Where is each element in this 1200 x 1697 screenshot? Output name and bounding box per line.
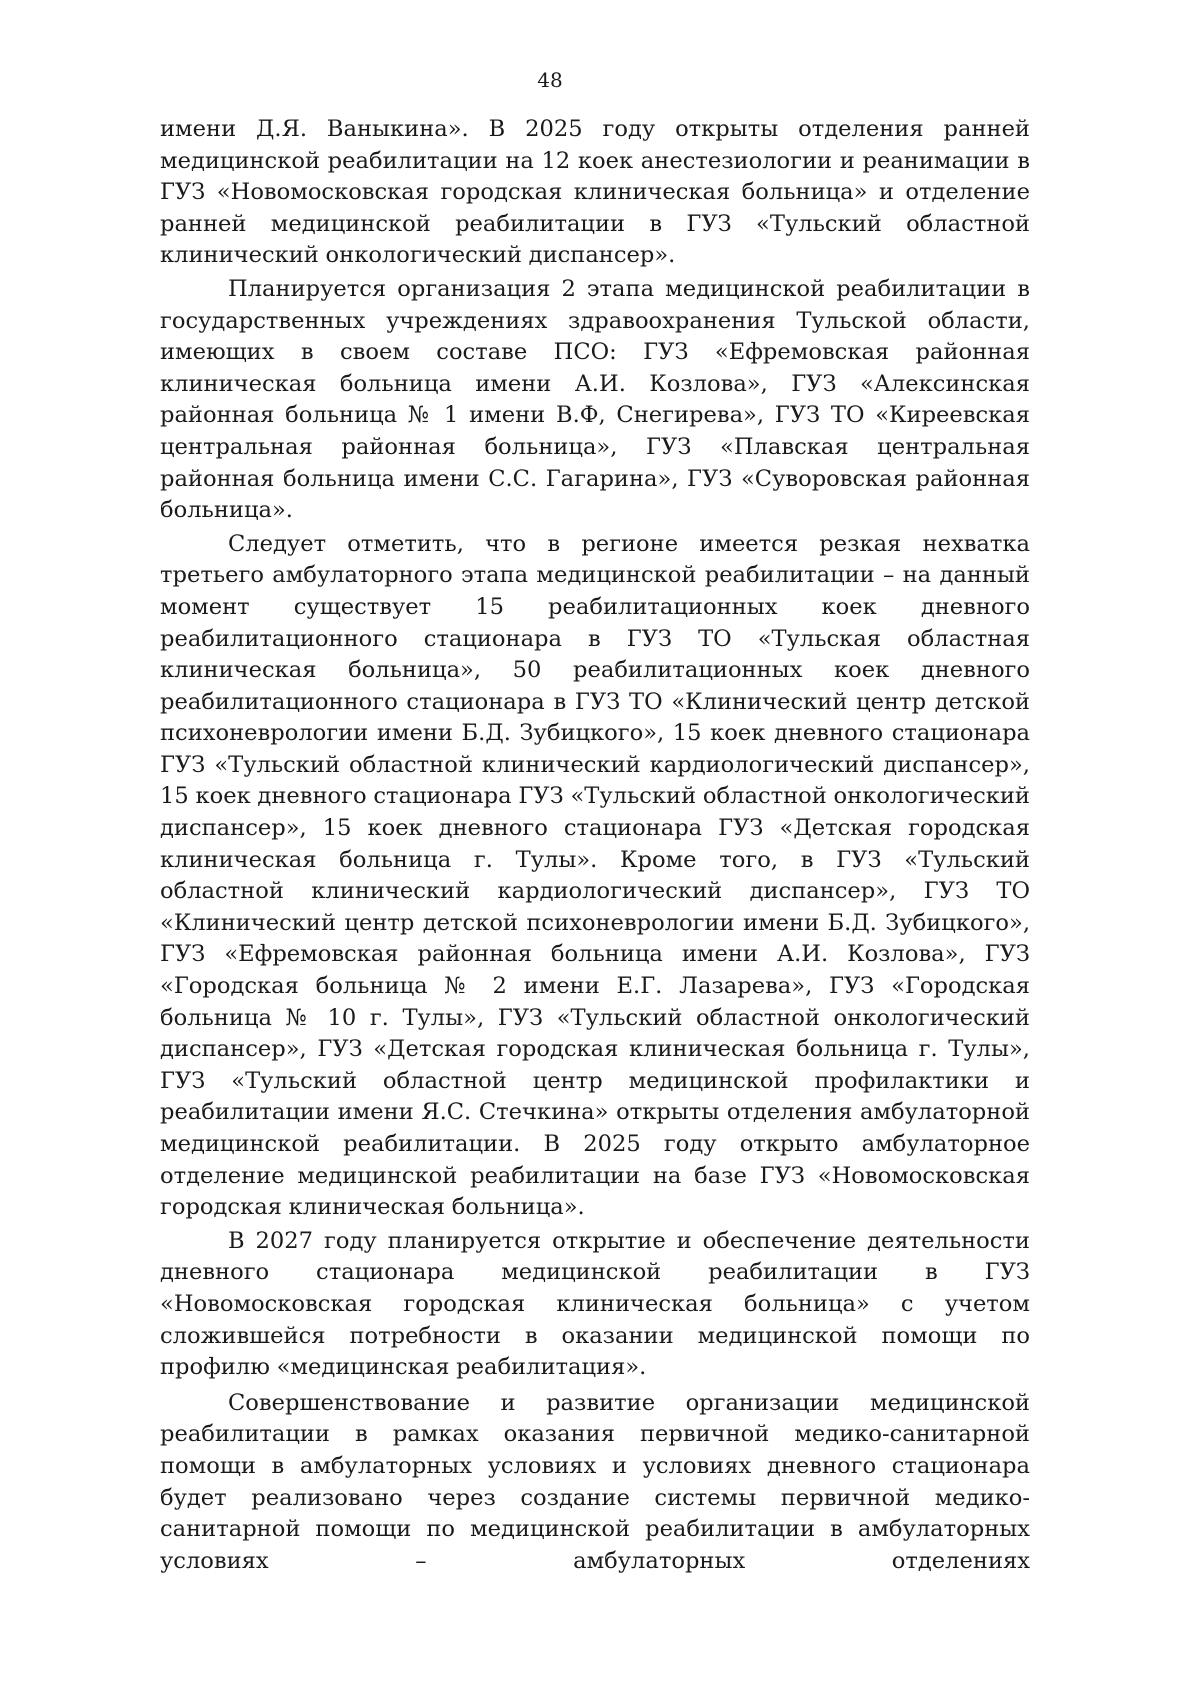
paragraph-development: Совершенствование и развитие организации медицинской реабилитации в рамках оказания первичной медико-санитарной помощи в амбулаторных условиях и условиях дневного стационара будет реализовано через создание системы первичной медико-санитарной помощи по медицинской реабилитации в амбулаторных условиях – амбулаторных отделениях (160, 1389, 1030, 1574)
paragraph-third-stage-shortage: Следует отметить, что в регионе имеется резкая нехватка третьего амбулаторного этапа медицинской реабилитации – на данный момент существует 15 реабилитационных коек дневного реабилитационного стационара в ГУЗ ТО «Тульская областная клиническая больница», 50 реабилитационных коек дневного реабилитационного стационара в ГУЗ ТО «Клинический центр детской психоневрологии имени Б.Д. Зубицкого», 15 коек дневного стационара ГУЗ «Тульский областной клинический кардиологический диспансер», 15 коек дневного стационара ГУЗ «Тульский областной онкологический диспансер», 15 коек дневного стационара ГУЗ «Детская городская клиническая больница г. Тулы». Кроме того, в ГУЗ «Тульский областной клинический кардиологический диспансер», ГУЗ ТО «Клинический центр детской психоневрологии имени Б.Д. Зубицкого», ГУЗ «Ефремовская районная больница имени А.И. Козлова», ГУЗ «Городская больница № 2 имени Е.Г. Лазарева», ГУЗ «Городская больница № 10 г. Тулы», ГУЗ «Тульский областной онкологический диспансер», ГУЗ «Детская городская клиническая больница г. Тулы», ГУЗ «Тульский областной центр медицинской профилактики и реабилитации имени Я.С. Стечкина» открыты отделения амбулаторной медицинской реабилитации. В 2025 году открыто амбулаторное отделение медицинской реабилитации на базе ГУЗ «Новомосковская городская клиническая больница». (160, 530, 1030, 1221)
paragraph-2027-plan: В 2027 году планируется открытие и обеспечение деятельности дневного стационара медицинской реабилитации в ГУЗ «Новомосковская городская клиническая больница» с учетом сложившейся потребности в оказании медицинской помощи по профилю «медицинская реабилитация». (160, 1227, 1030, 1381)
paragraph-continuation: имени Д.Я. Ваныкина». В 2025 году открыты отделения ранней медицинской реабилитации на 12 коек анестезиологии и реанимации в ГУЗ «Новомосковская городская клиническая больница» и отделение ранней медицинской реабилитации в ГУЗ «Тульский областной клинический онкологический диспансер». (160, 116, 1030, 269)
paragraph-second-stage: Планируется организация 2 этапа медицинской реабилитации в государственных учреждениях здравоохранения Тульской области, имеющих в своем составе ПСО: ГУЗ «Ефремовская районная клиническая больница имени А.И. Козлова», ГУЗ «Алексинская районная больница № 1 имени В.Ф, Снегирева», ГУЗ ТО «Киреевская центральная районная больница», ГУЗ «Плавская центральная районная больница имени С.С. Гагарина», ГУЗ «Суворовская районная больница». (160, 275, 1030, 524)
document-body (160, 114, 1030, 1577)
page-number: 48 (537, 68, 563, 92)
